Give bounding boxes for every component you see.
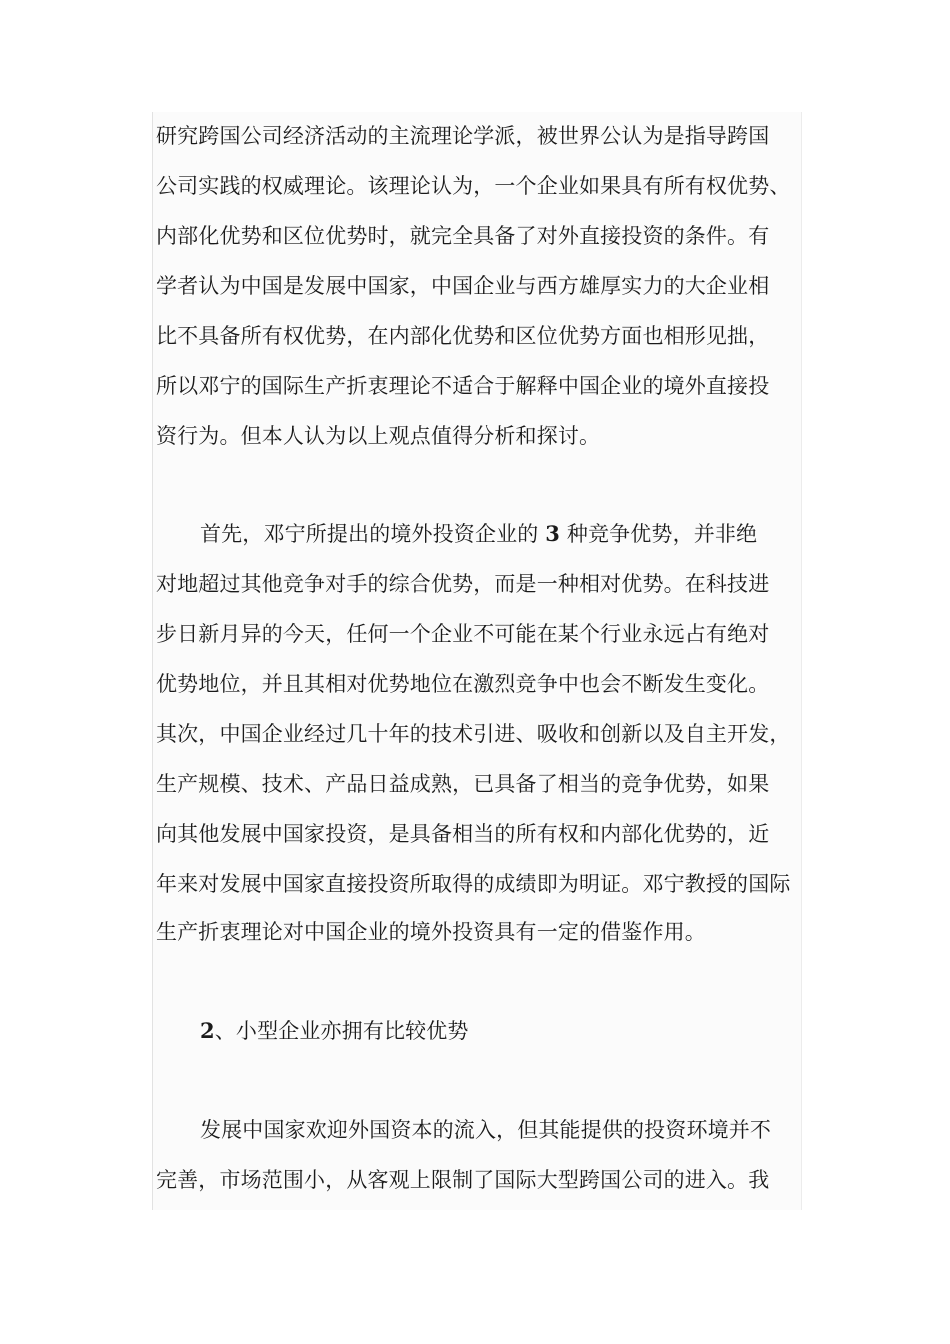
text-line: 生产折衷理论对中国企业的境外投资具有一定的借鉴作用。	[156, 920, 706, 944]
heading-number: 2	[200, 1018, 215, 1043]
heading-text: 、小型企业亦拥有比较优势	[214, 1019, 469, 1043]
text-line: 所以邓宁的国际生产折衷理论不适合于解释中国企业的境外直接投	[156, 374, 770, 398]
text-segment: 首先，邓宁所提出的境外投资企业的	[200, 522, 539, 546]
text-line: 其次，中国企业经过几十年的技术引进、吸收和创新以及自主开发，	[156, 722, 791, 746]
text-line: 发展中国家欢迎外国资本的流入，但其能提供的投资环境并不	[200, 1118, 772, 1142]
text-line	[200, 519, 757, 549]
text-line: 向其他发展中国家投资，是具备相当的所有权和内部化优势的，近	[156, 822, 770, 846]
number-3: 3	[545, 521, 560, 546]
text-line: 比不具备所有权优势，在内部化优势和区位优势方面也相形见拙，	[156, 324, 770, 348]
text-line: 内部化优势和区位优势时，就完全具备了对外直接投资的条件。有	[156, 224, 770, 248]
text-line: 年来对发展中国家直接投资所取得的成绩即为明证。邓宁教授的国际	[156, 872, 791, 896]
section-heading	[200, 1016, 469, 1046]
text-line: 学者认为中国是发展中国家，中国企业与西方雄厚实力的大企业相	[156, 274, 770, 298]
text-segment: 种竞争优势，并非绝	[566, 522, 758, 546]
text-line: 公司实践的权威理论。该理论认为，一个企业如果具有所有权优势、	[156, 174, 791, 198]
text-line: 资行为。但本人认为以上观点值得分析和探讨。	[156, 424, 601, 448]
text-line: 步日新月异的今天，任何一个企业不可能在某个行业永远占有绝对	[156, 622, 770, 646]
text-line: 完善，市场范围小，从客观上限制了国际大型跨国公司的进入。我	[156, 1168, 770, 1192]
text-line: 对地超过其他竞争对手的综合优势，而是一种相对优势。在科技进	[156, 572, 770, 596]
text-line: 生产规模、技术、产品日益成熟，已具备了相当的竞争优势，如果	[156, 772, 770, 796]
text-line: 优势地位，并且其相对优势地位在激烈竞争中也会不断发生变化。	[156, 672, 770, 696]
text-line: 研究跨国公司经济活动的主流理论学派，被世界公认为是指导跨国	[156, 124, 770, 148]
